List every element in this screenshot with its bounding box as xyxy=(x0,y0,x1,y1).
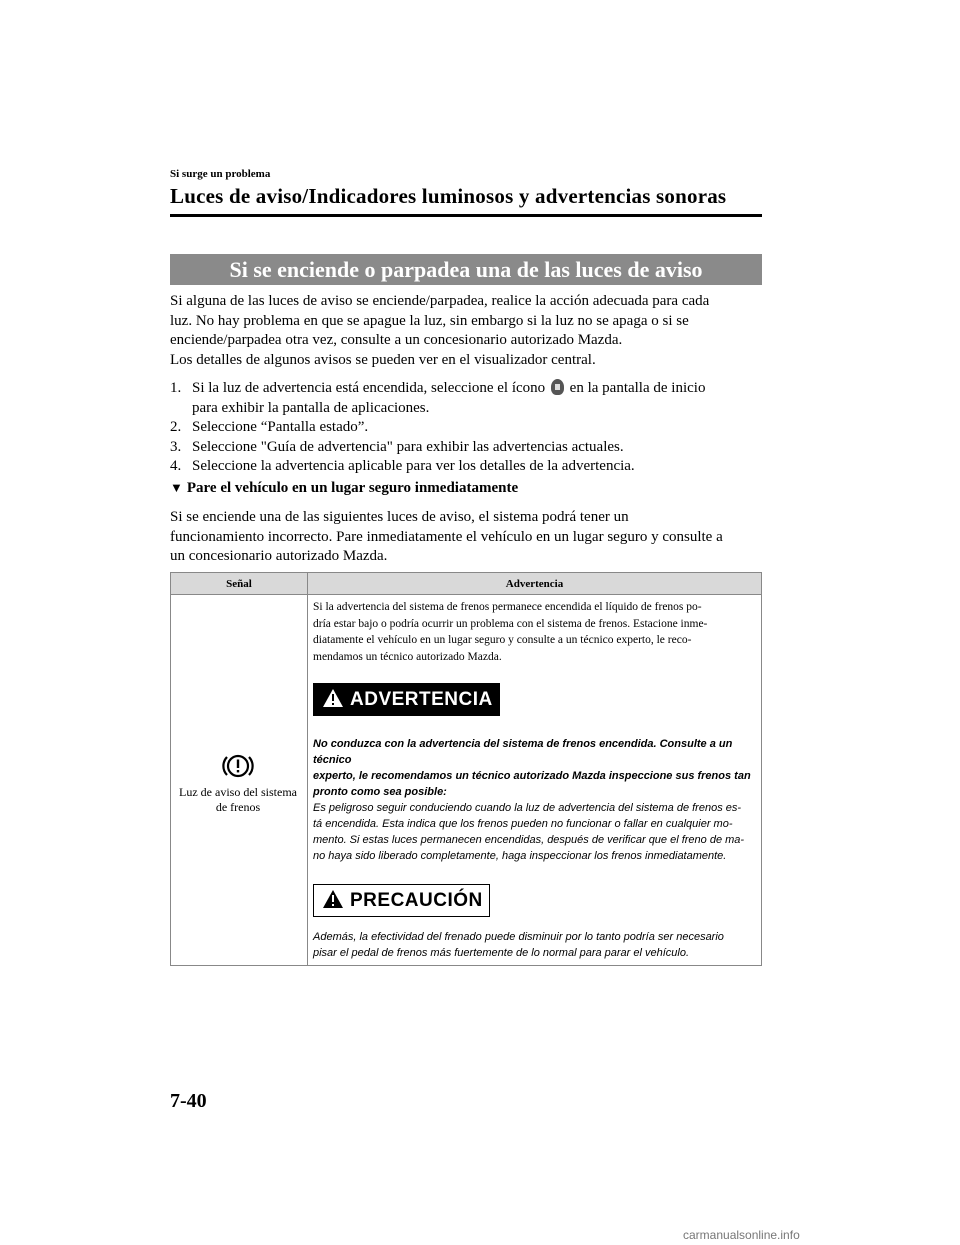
section-label: Si surge un problema xyxy=(170,168,271,180)
paragraph-line: un concesionario autorizado Mazda. xyxy=(170,548,388,564)
advertencia-label-text: ADVERTENCIA xyxy=(350,688,493,710)
step-text-part: Si la luz de advertencia está encendida, seleccione el ícono xyxy=(192,380,546,396)
column-header-signal: Señal xyxy=(171,573,308,595)
column-header-warning: Advertencia xyxy=(308,573,762,595)
subheading-text: Pare el vehículo en un lugar seguro inmediatamente xyxy=(186,480,519,496)
subheading xyxy=(170,480,518,497)
description-line: diatamente el vehículo en un lugar seguro y consulte a un técnico experto, le reco- xyxy=(313,634,692,646)
paragraph-line: funcionamiento incorrecto. Pare inmediatamente el vehículo en un lugar seguro y consulte a xyxy=(170,528,723,545)
description-line: Si la advertencia del sistema de frenos permanece encendida el líquido de frenos po- xyxy=(313,601,702,613)
paragraph-line: Si se enciende una de las siguientes luces de aviso, el sistema podrá tener un xyxy=(170,509,629,525)
step-number: 3. xyxy=(170,438,182,455)
brake-warning-icon xyxy=(171,753,305,783)
step-item xyxy=(170,457,762,477)
advertencia-label xyxy=(313,683,500,716)
table-row xyxy=(171,595,762,966)
step-number: 2. xyxy=(170,419,182,435)
step-text xyxy=(192,379,762,418)
step-text: Seleccione “Pantalla estado”. xyxy=(192,419,369,435)
intro-line: Los detalles de algunos avisos se pueden ver en el visualizador central. xyxy=(170,351,596,368)
description-line: dría estar bajo o podría ocurrir un problema con el sistema de frenos. Estacione inme- xyxy=(313,617,708,630)
page-number: 7-40 xyxy=(170,1090,207,1112)
watermark: carmanualsonline.info xyxy=(683,1228,800,1242)
caution-text xyxy=(308,929,761,965)
step-text-part: en la pantalla de inicio xyxy=(569,380,706,396)
intro-line: enciende/parpadea otra vez, consulte a un concesionario autorizado Mazda. xyxy=(170,332,623,348)
precaucion-label-text: PRECAUCIÓN xyxy=(350,889,483,911)
intro-line: Si alguna de las luces de aviso se enciende/parpadea, realice la acción adecuada para cada xyxy=(170,293,710,309)
step-text: Seleccione "Guía de advertencia" para exhibir las advertencias actuales. xyxy=(192,438,624,455)
warning-text-line: no haya sido liberado completamente, haga inspeccionar los frenos inmediatamente. xyxy=(313,850,727,862)
caution-line: Además, la efectividad del frenado puede disminuir por lo tanto podría ser necesario xyxy=(313,931,724,943)
applications-icon xyxy=(551,379,564,395)
body-paragraph xyxy=(170,508,762,567)
header-rule xyxy=(170,214,762,217)
warning-bold-text xyxy=(308,736,761,864)
warning-description xyxy=(308,595,761,665)
step-item xyxy=(170,438,762,458)
warning-text-line: mento. Si estas luces permanecen encendidas, después de verificar que el freno de ma- xyxy=(313,834,745,846)
step-number: 1. xyxy=(170,380,182,396)
step-text: Seleccione la advertencia aplicable para ver los detalles de la advertencia. xyxy=(192,458,635,474)
signal-cell xyxy=(171,595,308,966)
signal-caption-line: de frenos xyxy=(215,800,261,814)
warning-text-line: tá encendida. Esta indica que los frenos pueden no funcionar o fallar en cualquier mo- xyxy=(313,818,733,830)
warning-text-line: Es peligroso seguir conduciendo cuando la luz de advertencia del sistema de frenos es- xyxy=(313,802,742,814)
signal-caption-line: Luz de aviso del sistema xyxy=(179,785,297,799)
warning-bold-line: pronto como sea posible: xyxy=(313,786,447,798)
warning-cell xyxy=(308,595,762,966)
triangle-marker-icon: ▼ xyxy=(170,480,183,495)
warning-bold-line: experto, le recomendamos un técnico autorizado Mazda inspeccione sus frenos tan xyxy=(313,770,751,782)
caution-triangle-icon xyxy=(322,889,344,912)
description-line: mendamos un técnico autorizado Mazda. xyxy=(313,650,502,663)
intro-line: luz. No hay problema en que se apague la luz, sin embargo si la luz no se apaga o si se xyxy=(170,312,689,329)
warning-table xyxy=(170,572,762,966)
section-banner: Si se enciende o parpadea una de las luces de aviso xyxy=(170,254,762,285)
step-item xyxy=(170,379,762,418)
signal-caption xyxy=(171,785,305,815)
step-number: 4. xyxy=(170,458,182,474)
step-item xyxy=(170,418,762,438)
warning-bold-line: No conduzca con la advertencia del sistema de frenos encendida. Consulte a un técnico xyxy=(313,738,733,766)
precaucion-label xyxy=(313,884,490,917)
table-header-row xyxy=(171,573,762,595)
page-title: Luces de aviso/Indicadores luminosos y advertencias sonoras xyxy=(170,184,727,208)
warning-triangle-icon xyxy=(322,688,344,711)
caution-line: pisar el pedal de frenos más fuertemente de lo normal para parar el vehículo. xyxy=(313,947,690,959)
steps-list xyxy=(170,379,762,477)
intro-paragraph xyxy=(170,292,762,370)
step-text-part: para exhibir la pantalla de aplicaciones. xyxy=(192,399,430,416)
